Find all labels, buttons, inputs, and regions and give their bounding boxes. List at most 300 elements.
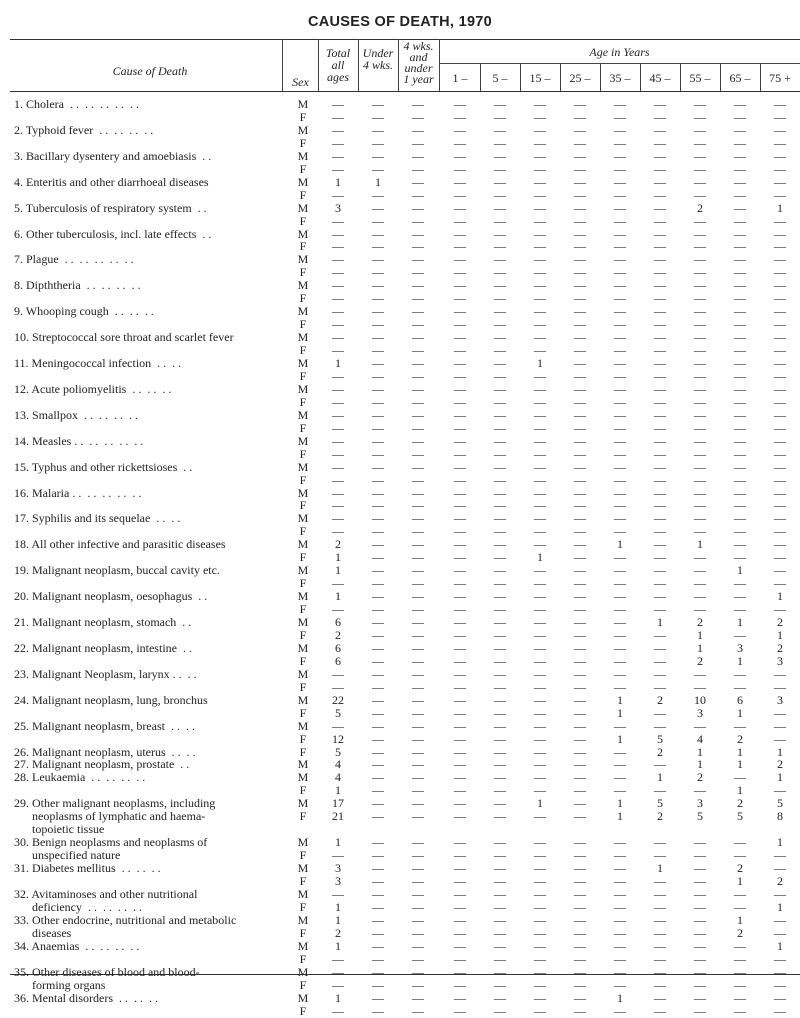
value-cell: — — [412, 148, 424, 163]
sex-cell: F — [299, 925, 307, 940]
value-cell: — — [574, 886, 586, 901]
sex-cell: M — [297, 796, 309, 811]
value-cell: — — [332, 472, 344, 487]
header-wks-line: under — [404, 61, 433, 75]
value-cell: — — [614, 291, 626, 306]
table-row — [0, 550, 800, 564]
cause-label: 32. Avitaminoses and other nutritional — [14, 886, 198, 901]
table-row — [0, 498, 800, 512]
value-cell: — — [412, 446, 424, 461]
table-row — [0, 149, 800, 163]
table-row — [0, 97, 800, 111]
value-cell: — — [534, 757, 546, 772]
cause-label: 34. Anaemias . . . . . . . . — [14, 938, 140, 953]
value-cell: — — [332, 977, 344, 992]
value-cell: — — [614, 174, 626, 189]
value-cell: 4 — [335, 770, 341, 785]
value-cell: 5 — [335, 705, 341, 720]
sex-cell: F — [299, 524, 307, 539]
value-cell: — — [332, 97, 344, 111]
cause-label: 20. Malignant neoplasm, oesophagus . . — [14, 589, 208, 604]
value-cell: — — [534, 291, 546, 306]
value-cell: — — [332, 252, 344, 267]
value-cell: — — [412, 381, 424, 396]
value-cell: — — [734, 899, 746, 914]
value-cell: — — [494, 679, 506, 694]
value-cell: — — [494, 627, 506, 642]
value-cell: — — [774, 148, 786, 163]
value-cell: — — [574, 848, 586, 863]
value-cell: 3 — [335, 200, 341, 215]
cause-label: 12. Acute poliomyelitis . . . . . . — [14, 381, 172, 396]
value-cell: — — [372, 640, 384, 655]
header-wks-line: 1 year — [403, 72, 434, 86]
value-cell: — — [694, 977, 706, 992]
value-cell: — — [412, 394, 424, 409]
sex-cell: M — [297, 148, 309, 163]
value-cell: — — [372, 200, 384, 215]
value-cell: — — [534, 627, 546, 642]
table-row — [0, 1004, 800, 1018]
table-row — [0, 434, 800, 448]
value-cell: — — [454, 589, 466, 604]
value-cell: — — [494, 524, 506, 539]
table-row — [0, 291, 800, 305]
value-cell: — — [454, 964, 466, 979]
value-cell: — — [654, 835, 666, 850]
value-cell: — — [454, 291, 466, 306]
value-cell: — — [534, 951, 546, 966]
cause-label: 11. Meningococcal infection . . . . — [14, 356, 182, 370]
value-cell: — — [694, 187, 706, 202]
value-cell: — — [332, 602, 344, 617]
value-cell: — — [774, 109, 786, 124]
value-cell: — — [774, 265, 786, 280]
value-cell: — — [494, 187, 506, 202]
value-cell: — — [412, 407, 424, 422]
value-cell: — — [332, 666, 344, 681]
value-cell: — — [494, 666, 506, 681]
value-cell: — — [412, 835, 424, 850]
sex-cell: M — [297, 563, 309, 578]
cause-label: 9. Whooping cough . . . . . . — [14, 304, 154, 319]
value-cell: — — [494, 498, 506, 513]
value-cell: — — [654, 291, 666, 306]
value-cell: — — [694, 109, 706, 124]
value-cell: — — [654, 135, 666, 150]
cause-label: 10. Streptococcal sore throat and scarlet fever — [14, 330, 234, 345]
value-cell: — — [372, 951, 384, 966]
value-cell: 1 — [737, 783, 743, 798]
sex-cell: M — [297, 718, 309, 733]
value-cell: — — [774, 446, 786, 461]
value-cell: 1 — [697, 537, 703, 552]
table-row — [0, 822, 800, 836]
value-cell: 1 — [777, 770, 783, 785]
header-age-col: 25 – — [569, 71, 591, 85]
value-cell: — — [734, 550, 746, 565]
cause-label: 23. Malignant Neoplasm, larynx . . . . — [14, 666, 197, 681]
value-cell: — — [774, 213, 786, 228]
value-cell: — — [494, 148, 506, 163]
value-cell: — — [574, 783, 586, 798]
table-row — [0, 926, 800, 940]
value-cell: — — [332, 330, 344, 345]
value-cell: — — [412, 938, 424, 953]
value-cell: 1 — [657, 861, 663, 876]
value-cell: — — [574, 524, 586, 539]
value-cell: — — [454, 330, 466, 345]
value-cell: — — [654, 886, 666, 901]
value-cell: — — [734, 278, 746, 293]
value-cell: — — [454, 925, 466, 940]
value-cell: — — [454, 381, 466, 396]
value-cell: — — [332, 576, 344, 591]
value-cell: — — [454, 1003, 466, 1018]
value-cell: — — [574, 796, 586, 811]
header-under-line: 4 wks. — [363, 58, 393, 72]
value-cell: — — [654, 109, 666, 124]
value-cell: — — [574, 291, 586, 306]
value-cell: — — [574, 938, 586, 953]
value-cell: — — [654, 226, 666, 241]
value-cell: — — [774, 291, 786, 306]
sex-cell: F — [299, 653, 307, 668]
value-cell: — — [574, 1003, 586, 1018]
value-cell: — — [372, 705, 384, 720]
value-cell: — — [574, 122, 586, 137]
value-cell: — — [412, 278, 424, 293]
value-cell: 21 — [332, 809, 344, 824]
value-cell: — — [372, 550, 384, 565]
value-cell: — — [332, 420, 344, 435]
header-under-4wks — [358, 47, 398, 71]
value-cell: — — [574, 537, 586, 552]
value-cell: — — [412, 239, 424, 254]
value-cell: — — [774, 459, 786, 474]
value-cell: — — [372, 861, 384, 876]
header-total-line: Total — [325, 46, 351, 60]
value-cell: — — [372, 1003, 384, 1018]
value-cell: 2 — [777, 640, 783, 655]
value-cell: — — [614, 835, 626, 850]
value-cell: — — [454, 861, 466, 876]
value-cell: — — [574, 666, 586, 681]
sex-cell: F — [299, 161, 307, 176]
value-cell: — — [454, 226, 466, 241]
value-cell: — — [734, 239, 746, 254]
value-cell: — — [534, 615, 546, 629]
value-cell: — — [412, 420, 424, 435]
value-cell: — — [654, 304, 666, 319]
value-cell: — — [494, 368, 506, 383]
value-cell: — — [694, 459, 706, 474]
value-cell: — — [372, 459, 384, 474]
value-cell: — — [614, 964, 626, 979]
value-cell: — — [534, 394, 546, 409]
value-cell: — — [614, 498, 626, 513]
value-cell: — — [494, 330, 506, 345]
value-cell: — — [534, 576, 546, 591]
value-cell: — — [494, 925, 506, 940]
table-row — [0, 188, 800, 202]
value-cell: — — [412, 330, 424, 345]
value-cell: — — [454, 343, 466, 358]
value-cell: — — [614, 226, 626, 241]
table-row — [0, 136, 800, 150]
value-cell: 1 — [777, 589, 783, 604]
table-row — [0, 913, 800, 927]
value-cell: — — [734, 356, 746, 370]
value-cell: — — [454, 653, 466, 668]
sex-cell: F — [299, 187, 307, 202]
value-cell: — — [494, 783, 506, 798]
value-cell: — — [614, 187, 626, 202]
value-cell: — — [332, 239, 344, 254]
value-cell: — — [614, 239, 626, 254]
value-cell: — — [614, 278, 626, 293]
value-cell: — — [534, 174, 546, 189]
value-cell: — — [412, 718, 424, 733]
sex-cell: F — [299, 368, 307, 383]
value-cell: — — [412, 848, 424, 863]
value-cell: — — [454, 977, 466, 992]
value-cell: 1 — [697, 627, 703, 642]
sex-cell: F — [299, 705, 307, 720]
cause-label: 16. Malaria . . . . . . . . . . — [14, 485, 142, 500]
value-cell: — — [412, 472, 424, 487]
cause-label: 4. Enteritis and other diarrhoeal diseases — [14, 174, 209, 189]
value-cell: — — [372, 135, 384, 150]
value-cell: — — [372, 265, 384, 280]
value-cell: — — [454, 524, 466, 539]
cause-label: 31. Diabetes mellitus . . . . . . — [14, 861, 161, 876]
value-cell: 1 — [777, 744, 783, 759]
value-cell: — — [774, 990, 786, 1005]
cause-label: 2. Typhoid fever . . . . . . . . — [14, 122, 154, 137]
value-cell: — — [734, 990, 746, 1005]
value-cell: — — [774, 278, 786, 293]
sex-cell: M — [297, 459, 309, 474]
value-cell: — — [454, 602, 466, 617]
value-cell: — — [534, 964, 546, 979]
value-cell: — — [534, 226, 546, 241]
value-cell: — — [694, 524, 706, 539]
value-cell: — — [534, 563, 546, 578]
value-cell: — — [454, 498, 466, 513]
value-cell: — — [454, 783, 466, 798]
value-cell: — — [534, 640, 546, 655]
value-cell: — — [574, 679, 586, 694]
sex-cell: F — [299, 394, 307, 409]
table-row — [0, 732, 800, 746]
value-cell: — — [654, 381, 666, 396]
value-cell: — — [332, 485, 344, 500]
value-cell: — — [454, 796, 466, 811]
value-cell: — — [454, 446, 466, 461]
value-cell: — — [372, 899, 384, 914]
cause-label: unspecified nature — [14, 848, 121, 863]
value-cell: 1 — [335, 589, 341, 604]
cause-label: 18. All other infective and parasitic diseases — [14, 537, 226, 552]
value-cell: — — [574, 200, 586, 215]
age-group-rule — [439, 63, 800, 64]
value-cell: — — [332, 161, 344, 176]
value-cell: — — [372, 420, 384, 435]
value-cell: — — [412, 925, 424, 940]
value-cell: — — [454, 485, 466, 500]
value-cell: — — [332, 278, 344, 293]
value-cell: — — [654, 576, 666, 591]
value-cell: — — [654, 485, 666, 500]
value-cell: — — [494, 317, 506, 332]
value-cell: — — [494, 407, 506, 422]
value-cell: — — [694, 718, 706, 733]
value-cell: — — [574, 330, 586, 345]
value-cell: — — [694, 498, 706, 513]
value-cell: — — [454, 239, 466, 254]
header-age-col: 55 – — [689, 71, 711, 85]
value-cell: — — [372, 148, 384, 163]
value-cell: — — [412, 368, 424, 383]
value-cell: — — [332, 381, 344, 396]
table-row — [0, 252, 800, 266]
value-cell: — — [614, 446, 626, 461]
cause-label: 33. Other endocrine, nutritional and metabolic — [14, 912, 237, 927]
cause-label: topoietic tissue — [14, 822, 105, 837]
value-cell: — — [372, 213, 384, 228]
value-cell: — — [574, 692, 586, 707]
value-cell: — — [494, 796, 506, 811]
value-cell: — — [412, 731, 424, 746]
value-cell: — — [694, 861, 706, 876]
table-row — [0, 939, 800, 953]
value-cell: — — [734, 317, 746, 332]
value-cell: — — [534, 161, 546, 176]
value-cell: 2 — [737, 861, 743, 876]
value-cell: — — [372, 109, 384, 124]
value-cell: — — [372, 848, 384, 863]
value-cell: — — [494, 589, 506, 604]
value-cell: — — [574, 213, 586, 228]
value-cell: — — [332, 433, 344, 448]
value-cell: — — [774, 576, 786, 591]
cause-label: 19. Malignant neoplasm, buccal cavity etc. — [14, 563, 220, 578]
value-cell: — — [372, 744, 384, 759]
value-cell: — — [774, 679, 786, 694]
value-cell: 1 — [737, 705, 743, 720]
sex-cell: F — [299, 899, 307, 914]
value-cell: — — [734, 977, 746, 992]
header-bottom-rule — [10, 91, 800, 92]
value-cell: — — [774, 537, 786, 552]
value-cell: — — [694, 265, 706, 280]
value-cell: — — [574, 446, 586, 461]
sex-cell: F — [299, 317, 307, 332]
value-cell: — — [734, 407, 746, 422]
value-cell: — — [412, 317, 424, 332]
value-cell: — — [614, 368, 626, 383]
header-age-col: 35 – — [609, 71, 631, 85]
value-cell: — — [494, 304, 506, 319]
sex-cell: F — [299, 265, 307, 280]
value-cell: — — [614, 576, 626, 591]
value-cell: — — [372, 990, 384, 1005]
value-cell: — — [534, 213, 546, 228]
value-cell: — — [372, 576, 384, 591]
value-cell: — — [694, 783, 706, 798]
value-cell: — — [694, 161, 706, 176]
sex-cell: M — [297, 330, 309, 345]
value-cell: — — [654, 912, 666, 927]
value-cell: — — [454, 97, 466, 111]
value-cell: — — [654, 213, 666, 228]
value-cell: — — [454, 161, 466, 176]
value-cell: — — [614, 925, 626, 940]
value-cell: — — [372, 679, 384, 694]
value-cell: — — [654, 420, 666, 435]
value-cell: — — [574, 148, 586, 163]
value-cell: — — [412, 304, 424, 319]
value-cell: — — [614, 122, 626, 137]
value-cell: — — [454, 511, 466, 526]
sex-cell: F — [299, 239, 307, 254]
value-cell: — — [372, 524, 384, 539]
value-cell: — — [412, 757, 424, 772]
value-cell: — — [574, 317, 586, 332]
value-cell: — — [454, 666, 466, 681]
value-cell: — — [774, 161, 786, 176]
value-cell: — — [734, 886, 746, 901]
value-cell: — — [534, 433, 546, 448]
value-cell: — — [694, 951, 706, 966]
value-cell: — — [734, 226, 746, 241]
value-cell: 1 — [737, 757, 743, 772]
value-cell: — — [412, 563, 424, 578]
header-age-col: 45 – — [649, 71, 671, 85]
value-cell: — — [734, 446, 746, 461]
value-cell: — — [534, 368, 546, 383]
value-cell: — — [694, 874, 706, 888]
value-cell: — — [574, 174, 586, 189]
value-cell: 1 — [617, 692, 623, 707]
value-cell: — — [454, 187, 466, 202]
sex-cell: F — [299, 783, 307, 798]
value-cell: — — [332, 407, 344, 422]
value-cell: — — [734, 330, 746, 345]
value-cell: — — [412, 265, 424, 280]
value-cell: — — [694, 381, 706, 396]
value-cell: — — [654, 252, 666, 267]
value-cell: — — [574, 925, 586, 940]
value-cell: — — [614, 744, 626, 759]
value-cell: — — [574, 304, 586, 319]
value-cell: — — [694, 213, 706, 228]
value-cell: 1 — [617, 705, 623, 720]
value-cell: — — [494, 161, 506, 176]
value-cell: — — [412, 653, 424, 668]
cause-label: 13. Smallpox . . . . . . . . — [14, 407, 139, 422]
cause-label: 36. Mental disorders . . . . . . — [14, 990, 158, 1005]
value-cell: — — [734, 148, 746, 163]
value-cell: — — [372, 394, 384, 409]
value-cell: — — [774, 330, 786, 345]
sex-cell: M — [297, 278, 309, 293]
value-cell: — — [372, 97, 384, 111]
value-cell: — — [494, 770, 506, 785]
value-cell: — — [534, 925, 546, 940]
value-cell: 2 — [657, 692, 663, 707]
